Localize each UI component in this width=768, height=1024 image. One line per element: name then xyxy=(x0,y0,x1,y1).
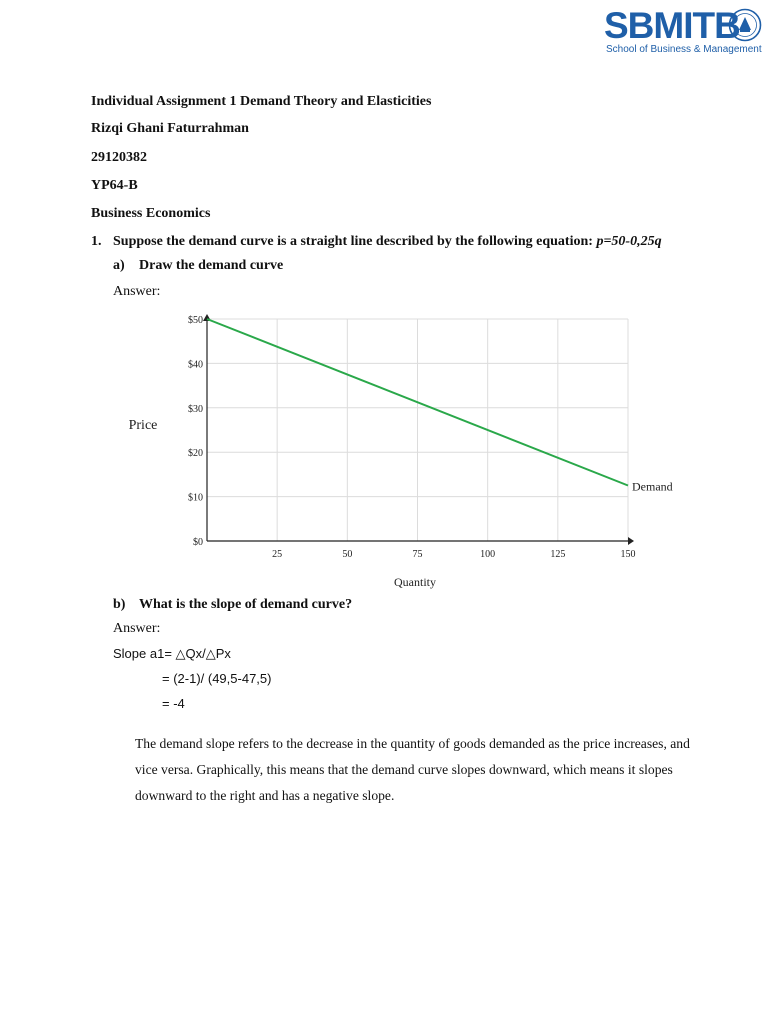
y-tick-label: $10 xyxy=(188,492,203,504)
x-tick-label: 75 xyxy=(412,549,423,560)
x-tick-label: 25 xyxy=(272,549,283,560)
course-name: Business Economics xyxy=(91,206,211,221)
x-tick-label: 50 xyxy=(342,549,353,560)
slope-formula: Slope a1= △Qx/△Px xyxy=(113,646,231,661)
x-axis-arrow xyxy=(628,537,634,545)
demand-equation: p=50-0,25q xyxy=(596,234,662,249)
question-text: Suppose the demand curve is a straight line described by the following equation: xyxy=(113,234,597,249)
student-id: 29120382 xyxy=(91,150,147,165)
x-tick-label: 150 xyxy=(620,549,636,560)
part-a-answer-label: Answer: xyxy=(113,284,161,299)
chart-tick-labels xyxy=(188,315,636,560)
chart-grid xyxy=(207,319,628,541)
question-number: 1. xyxy=(91,234,102,249)
series-label-demand: Demand xyxy=(632,479,673,494)
y-axis-label: Price xyxy=(128,418,158,433)
y-tick-label: $0 xyxy=(193,537,203,548)
y-tick-label: $30 xyxy=(188,403,203,415)
slope-explanation: The demand slope refers to the decrease in the quantity of goods demanded as the price increases, and vice versa. Graphically, this means that the demand curve slopes downward, which means it slopes downward to the right and has a negative slope. xyxy=(135,736,690,803)
x-axis-label: Quantity xyxy=(394,575,436,589)
part-b-answer-label: Answer: xyxy=(113,621,161,636)
chart-axes xyxy=(203,314,634,545)
x-tick-label: 100 xyxy=(480,549,496,560)
class-code: YP64-B xyxy=(91,178,138,193)
part-b-label: b) xyxy=(113,597,126,612)
slope-result: = -4 xyxy=(162,696,185,711)
x-tick-label: 125 xyxy=(550,549,566,560)
logo-wordmark: SBMITB xyxy=(604,5,740,46)
slope-substitution: = (2-1)/ (49,5-47,5) xyxy=(162,671,272,686)
assignment-title: Individual Assignment 1 Demand Theory and Elasticities xyxy=(91,94,432,109)
y-tick-label: $40 xyxy=(188,359,203,371)
y-tick-label: $50 xyxy=(188,315,203,326)
logo-tagline: School of Business & Management xyxy=(606,44,762,55)
part-a-label: a) xyxy=(113,258,125,273)
part-b-text: What is the slope of demand curve? xyxy=(139,597,353,612)
student-name: Rizqi Ghani Faturrahman xyxy=(91,121,249,136)
y-tick-label: $20 xyxy=(188,448,203,460)
part-b xyxy=(113,597,352,613)
part-a-text: Draw the demand curve xyxy=(139,258,284,273)
